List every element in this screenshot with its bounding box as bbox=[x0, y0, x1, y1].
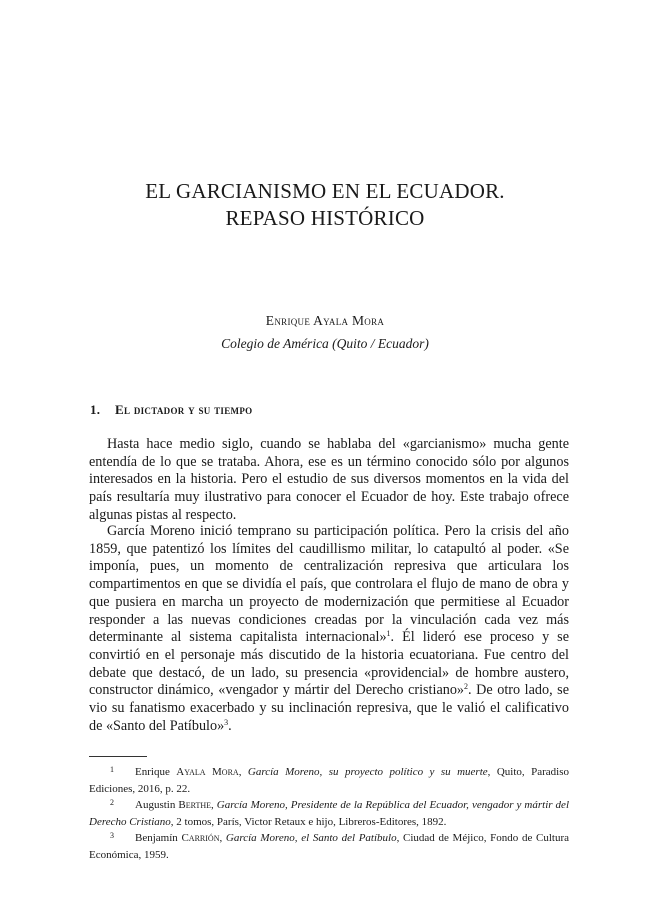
footnote-author-first: Benjamín bbox=[135, 832, 178, 845]
title-line-1: EL GARCIANISMO EN EL ECUADOR. bbox=[145, 179, 505, 203]
footnote-1: 1 Enrique Ayala Mora, García Moreno, su proyecto político y su muerte, Quito, Paradiso Ediciones, 2016, p. 22. bbox=[89, 765, 569, 795]
footnote-ref-1[interactable]: 1 bbox=[386, 629, 391, 639]
paragraph-1-text: Hasta hace medio siglo, cuando se hablaba del «garcianismo» mucha gente entendía de lo que se trataba. Ahora, ese es un término conocido sólo por algunos interesados en la historia. Pero el estudio de sus diversos momentos en la vida del país resultaría muy ilustrativo para conocer el Ecuador de hoy. Este trabajo ofrece algunas pistas al respecto. bbox=[89, 436, 569, 523]
footnote-author-first: Augustin bbox=[135, 799, 176, 812]
footnote-divider bbox=[89, 756, 147, 757]
title-line-2: REPASO HISTÓRICO bbox=[225, 206, 425, 230]
footnote-ref-2[interactable]: 2 bbox=[464, 682, 469, 692]
section-title: El dictador y su tiempo bbox=[115, 402, 253, 417]
footnote-work: García Moreno, su proyecto político y su muerte bbox=[247, 766, 488, 778]
paragraph-2-text-d: . bbox=[228, 717, 232, 734]
footnote-3: 3 Benjamín Carrión, García Moreno, el Santo del Patíbulo, Ciudad de Méjico, Fondo de Cultura Económica, 1959. bbox=[89, 831, 570, 861]
footnote-author-last: Carrión bbox=[181, 832, 220, 845]
footnote-work: García Moreno, Presidente de la República del Ecuador, vengador y mártir del Derecho Cristiano bbox=[89, 799, 569, 828]
footnote-author-first: Enrique bbox=[135, 766, 170, 778]
paragraph-2-text-a: García Moreno inició temprano su participación política. Pero la crisis del año 1859, que patentizó los límites del caudillismo militar, lo catapultó al poder. «Se imponía, pues, un momento de centralización represiva que articulara los compartimentos en que se dividía el país, que controlara el flujo de mano de obra y que pusiera en marcha un proyecto de modernización que permitiese al Ecuador responder a las nuevas condiciones creadas por la vinculación cada vez más determinante al sistema capitalista internacional» bbox=[89, 523, 569, 646]
section-number: 1. bbox=[90, 402, 101, 417]
footnote-rest: , 2 tomos, París, Victor Retaux e hijo, Libreros-Editores, 1892. bbox=[170, 815, 447, 828]
paragraph-2-text-b: . Él lideró ese proceso y se convirtió en el personaje más discutido de la historia ecuatoriana. Fue centro del debate que destacó, de un lado, su presencia «providencial» de hombre austero, constructor dinámico, «vengador y mártir del Derecho cristiano» bbox=[89, 629, 569, 699]
footnote-author-last: Ayala Mora bbox=[176, 766, 239, 778]
section-heading bbox=[90, 402, 570, 418]
author-affiliation: Colegio de América (Quito / Ecuador) bbox=[221, 336, 429, 351]
footnote-2: 2 Augustin Berthe, García Moreno, Presidente de la República del Ecuador, vengador y mártir del Derecho Cristiano, 2 tomos, París, Victor Retaux e hijo, Libreros-Editores, 1892. bbox=[89, 798, 569, 828]
author-name: Enrique Ayala Mora bbox=[265, 313, 385, 328]
footnote-rest: , Quito, Paradiso Ediciones, 2016, p. 22. bbox=[89, 766, 569, 795]
footnote-rest: , Ciudad de Méjico, Fondo de Cultura Económica, 1959. bbox=[89, 832, 570, 861]
footnote-ref-3[interactable]: 3 bbox=[224, 717, 229, 727]
paragraph-2-text-c: . De otro lado, se vio su fanatismo exacerbado y su inclinación represiva, que le valió el calificativo de «Santo del Patíbulo» bbox=[89, 682, 569, 734]
footnotes bbox=[89, 764, 569, 864]
footnote-author-last: Berthe bbox=[178, 799, 212, 812]
paragraph-2 bbox=[89, 523, 569, 735]
footnote-work: García Moreno, el Santo del Patíbulo bbox=[225, 832, 397, 845]
paragraph-1 bbox=[89, 436, 569, 525]
